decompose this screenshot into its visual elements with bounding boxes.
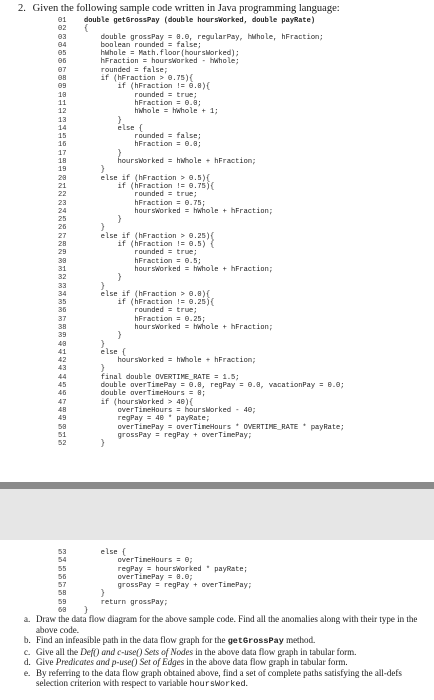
- code-text: regPay = 40 * payRate;: [84, 415, 211, 424]
- code-line: [58, 291, 430, 299]
- line-number: 13: [58, 116, 67, 125]
- line-number: 31: [58, 265, 67, 274]
- line-number: 01: [58, 17, 67, 25]
- code-line: [58, 108, 430, 116]
- code-line: [58, 258, 430, 266]
- line-number: 52: [58, 440, 67, 449]
- line-number: 23: [58, 199, 67, 208]
- code-line: [58, 432, 430, 440]
- code-line: [58, 183, 430, 191]
- code-line: [58, 332, 430, 340]
- line-number: 07: [58, 66, 67, 75]
- code-text: if (hoursWorked > 40){: [84, 398, 194, 407]
- code-text: overTimeHours = hoursWorked - 40;: [84, 406, 257, 415]
- code-text: }: [84, 116, 122, 125]
- code-line: [58, 216, 430, 224]
- code-line: [58, 307, 430, 315]
- line-number: 41: [58, 348, 67, 357]
- task-e: [24, 668, 429, 690]
- code-text: }: [84, 332, 122, 341]
- line-number: 03: [58, 33, 67, 42]
- line-number: 49: [58, 415, 67, 424]
- code-text: rounded = true;: [84, 307, 198, 316]
- code-text: rounded = false;: [84, 133, 202, 142]
- code-text: hoursWorked = hWhole + hFraction;: [84, 207, 274, 216]
- line-number: 32: [58, 274, 67, 283]
- code-line: [58, 67, 430, 75]
- code-line: [58, 316, 430, 324]
- line-number: 51: [58, 431, 67, 440]
- line-number: 57: [58, 582, 67, 591]
- line-number: 18: [58, 158, 67, 167]
- task-emphasis: Def() and c-use() Sets of Nodes: [80, 646, 193, 657]
- code-line: [58, 582, 430, 590]
- code-line: [58, 224, 430, 232]
- code-text: rounded = true;: [84, 91, 198, 100]
- task-label: a.: [24, 614, 31, 624]
- code-line: [58, 83, 430, 91]
- line-number: 56: [58, 573, 67, 582]
- code-text: {: [84, 25, 89, 34]
- code-line: [58, 357, 430, 365]
- task-label: d.: [24, 657, 31, 667]
- code-line: [58, 440, 430, 448]
- code-text: grossPay = regPay + overTimePay;: [84, 582, 253, 591]
- line-number: 40: [58, 340, 67, 349]
- task-b: [24, 635, 429, 647]
- code-text: hFraction = 0.5;: [84, 257, 202, 266]
- code-text: double getGrossPay (double hoursWorked, double payRate): [84, 17, 316, 25]
- code-line: [58, 324, 430, 332]
- code-text: }: [84, 166, 106, 175]
- code-text: double overTimeHours = 0;: [84, 390, 206, 399]
- task-text: Give all the: [36, 646, 81, 657]
- line-number: 38: [58, 323, 67, 332]
- code-line: [58, 17, 430, 25]
- task-text: method.: [283, 635, 316, 645]
- code-text: hWhole = Math.floor(hoursWorked);: [84, 50, 240, 59]
- code-text: double grossPay = 0.0, regularPay, hWhole, hFraction;: [84, 33, 324, 42]
- line-number: 55: [58, 565, 67, 574]
- line-number: 10: [58, 91, 67, 100]
- code-line: [58, 549, 430, 557]
- code-text: }: [84, 216, 122, 225]
- code-text: }: [84, 282, 106, 291]
- question-number: 2.: [18, 3, 26, 14]
- task-text: Find an infeasible path in the data flow graph for the: [36, 635, 228, 645]
- task-label: e.: [24, 667, 31, 678]
- line-number: 14: [58, 124, 67, 133]
- code-line: [58, 349, 430, 357]
- line-number: 21: [58, 182, 67, 191]
- code-text: boolean rounded = false;: [84, 41, 202, 50]
- code-text: regPay = hoursWorked * payRate;: [84, 565, 248, 574]
- line-number: 59: [58, 598, 67, 607]
- code-text: }: [84, 365, 106, 374]
- code-text: hFraction = 0.75;: [84, 199, 206, 208]
- code-line: [58, 566, 430, 574]
- code-line: [58, 150, 430, 158]
- code-text: if (hFraction != 0.0){: [84, 83, 211, 92]
- task-label: b.: [24, 635, 31, 645]
- line-number: 35: [58, 299, 67, 308]
- code-line: [58, 374, 430, 382]
- line-number: 05: [58, 50, 67, 59]
- line-number: 28: [58, 241, 67, 250]
- code-line: [58, 166, 430, 174]
- variable-name: hoursWorked: [189, 679, 246, 689]
- line-number: 43: [58, 365, 67, 374]
- code-line: [58, 249, 430, 257]
- line-number: 48: [58, 406, 67, 415]
- code-text: rounded = true;: [84, 249, 198, 258]
- line-number: 46: [58, 390, 67, 399]
- code-line: [58, 100, 430, 108]
- page-break-gap: [0, 482, 434, 540]
- question-text: Given the following sample code written in Java programming language:: [32, 3, 340, 14]
- task-text: Draw the data flow diagram for the above sample code. Find all the anomalies along with their type in the above code.: [36, 614, 418, 635]
- code-text: hFraction = 0.25;: [84, 315, 206, 324]
- code-text: }: [84, 440, 106, 449]
- code-text: if (hFraction != 0.25){: [84, 299, 215, 308]
- code-line: [58, 92, 430, 100]
- code-text: else {: [84, 348, 127, 357]
- code-text: hWhole = hWhole + 1;: [84, 108, 219, 117]
- code-line: [58, 590, 430, 598]
- code-text: }: [84, 590, 106, 599]
- line-number: 25: [58, 216, 67, 225]
- line-number: 58: [58, 590, 67, 599]
- code-line: [58, 390, 430, 398]
- code-text: if (hFraction != 0.5) {: [84, 241, 215, 250]
- method-name: getGrossPay: [227, 636, 284, 646]
- code-line: [58, 407, 430, 415]
- code-text: hoursWorked = hWhole + hFraction;: [84, 158, 257, 167]
- code-text: if (hFraction != 0.75){: [84, 182, 215, 191]
- line-number: 36: [58, 307, 67, 316]
- code-text: else {: [84, 124, 143, 133]
- line-number: 29: [58, 249, 67, 258]
- code-line: [58, 382, 430, 390]
- code-line: [58, 58, 430, 66]
- line-number: 27: [58, 232, 67, 241]
- page-break-background: [0, 489, 434, 540]
- code-line: [58, 233, 430, 241]
- code-line: [58, 341, 430, 349]
- task-text: in the above data flow graph in tabular form.: [192, 646, 357, 657]
- line-number: 37: [58, 315, 67, 324]
- code-text: else if (hFraction > 0.0){: [84, 290, 211, 299]
- code-text: rounded = false;: [84, 66, 169, 75]
- task-emphasis: Predicates and p-use() Set of Edges: [55, 657, 185, 667]
- line-number: 60: [58, 607, 67, 616]
- task-list: [24, 614, 429, 690]
- task-label: c.: [24, 646, 31, 657]
- line-number: 45: [58, 382, 67, 391]
- task-text: By referring to the data flow graph obtained above, find a set of complete paths satisfying the all-defs selection criterion with respect to variable: [36, 667, 402, 688]
- code-line: [58, 241, 430, 249]
- line-number: 54: [58, 557, 67, 566]
- code-text: hFraction = 0.0;: [84, 141, 202, 150]
- code-line: [58, 133, 430, 141]
- line-number: 42: [58, 357, 67, 366]
- line-number: 30: [58, 257, 67, 266]
- code-text: hoursWorked = hWhole + hFraction;: [84, 357, 257, 366]
- code-line: [58, 75, 430, 83]
- code-line: [58, 266, 430, 274]
- code-line: [58, 34, 430, 42]
- line-number: 22: [58, 191, 67, 200]
- code-line: [58, 274, 430, 282]
- code-line: [58, 158, 430, 166]
- code-line: [58, 42, 430, 50]
- code-text: else {: [84, 549, 127, 557]
- code-line: [58, 117, 430, 125]
- line-number: 06: [58, 58, 67, 67]
- code-text: }: [84, 340, 106, 349]
- code-listing-top: [58, 17, 430, 448]
- code-line: [58, 365, 430, 373]
- line-number: 33: [58, 282, 67, 291]
- line-number: 16: [58, 141, 67, 150]
- line-number: 47: [58, 398, 67, 407]
- code-line: [58, 599, 430, 607]
- code-text: grossPay = regPay + overTimePay;: [84, 431, 253, 440]
- line-number: 39: [58, 332, 67, 341]
- page-break-bar: [0, 482, 434, 489]
- code-line: [58, 557, 430, 565]
- code-text: rounded = true;: [84, 191, 198, 200]
- code-line: [58, 208, 430, 216]
- code-text: overTimePay = overTimeHours * OVERTIME_RATE * payRate;: [84, 423, 345, 432]
- code-line: [58, 200, 430, 208]
- code-text: }: [84, 274, 122, 283]
- line-number: 24: [58, 207, 67, 216]
- code-text: else if (hFraction > 0.5){: [84, 174, 211, 183]
- line-number: 34: [58, 290, 67, 299]
- code-text: hoursWorked = hWhole + hFraction;: [84, 323, 274, 332]
- question-heading: [18, 3, 428, 15]
- code-line: [58, 175, 430, 183]
- task-text: in the above data flow graph in tabular form.: [184, 657, 348, 667]
- line-number: 11: [58, 99, 67, 108]
- code-line: [58, 415, 430, 423]
- code-text: overTimePay = 0.0;: [84, 573, 194, 582]
- line-number: 19: [58, 166, 67, 175]
- code-text: else if (hFraction > 0.25){: [84, 232, 215, 241]
- line-number: 15: [58, 133, 67, 142]
- code-line: [58, 25, 430, 33]
- code-text: hFraction = 0.0;: [84, 99, 202, 108]
- code-listing-bottom: [58, 549, 430, 615]
- task-a: [24, 614, 429, 635]
- code-line: [58, 50, 430, 58]
- task-text: Give: [36, 657, 56, 667]
- code-text: overTimeHours = 0;: [84, 557, 194, 566]
- code-line: [58, 191, 430, 199]
- task-text: .: [245, 678, 248, 688]
- code-line: [58, 125, 430, 133]
- line-number: 17: [58, 149, 67, 158]
- line-number: 08: [58, 75, 67, 84]
- code-text: final double OVERTIME_RATE = 1.5;: [84, 373, 240, 382]
- code-line: [58, 299, 430, 307]
- code-line: [58, 283, 430, 291]
- code-text: if (hFraction > 0.75){: [84, 75, 194, 84]
- code-text: }: [84, 149, 122, 158]
- code-line: [58, 574, 430, 582]
- code-text: return grossPay;: [84, 598, 169, 607]
- code-line: [58, 424, 430, 432]
- line-number: 20: [58, 174, 67, 183]
- line-number: 44: [58, 373, 67, 382]
- code-line: [58, 141, 430, 149]
- code-text: hoursWorked = hWhole + hFraction;: [84, 265, 274, 274]
- line-number: 04: [58, 41, 67, 50]
- task-c: [24, 647, 429, 658]
- code-text: double overTimePay = 0.0, regPay = 0.0, vacationPay = 0.0;: [84, 382, 345, 391]
- code-text: hFraction = hoursWorked - hWhole;: [84, 58, 240, 67]
- line-number: 53: [58, 549, 67, 557]
- task-d: [24, 657, 429, 668]
- line-number: 12: [58, 108, 67, 117]
- line-number: 50: [58, 423, 67, 432]
- line-number: 09: [58, 83, 67, 92]
- line-number: 26: [58, 224, 67, 233]
- code-text: }: [84, 224, 106, 233]
- code-line: [58, 399, 430, 407]
- code-text: }: [84, 607, 89, 616]
- line-number: 02: [58, 25, 67, 34]
